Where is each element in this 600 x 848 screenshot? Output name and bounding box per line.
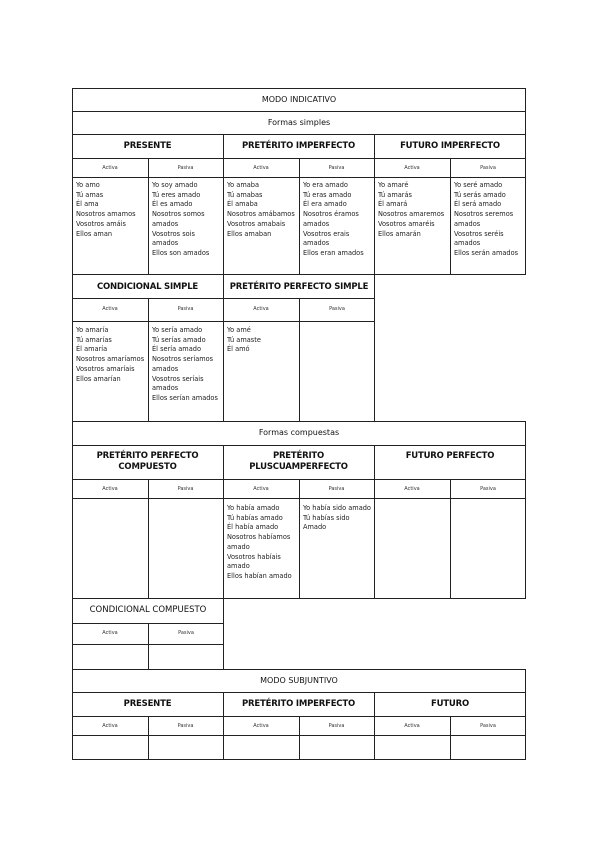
condicional-simple-activa-list <box>76 326 146 384</box>
conjugation-form: Vosotros amaréis <box>378 219 435 228</box>
preterito-perfecto-simple-activa-list <box>227 326 297 355</box>
conjugation-form: Él sería amado <box>152 345 201 354</box>
conjugation-form: Yo había amado <box>227 504 280 512</box>
formas-compuestas-title: Formas compuestas <box>258 428 340 437</box>
voice-label: Activa <box>102 165 118 171</box>
conjugation-form: Ellos son amados <box>152 248 210 257</box>
conjugation-form: Nosotros seríamos amados <box>152 355 214 373</box>
conjugation-form: Él amará <box>378 200 408 209</box>
conjugation-form: Él amaba <box>227 200 258 209</box>
conjugation-form: Yo sería amado <box>152 326 203 334</box>
voice-label: Activa <box>253 165 269 171</box>
conjugation-form: Nosotros seremos amados <box>454 210 514 228</box>
conjugation-form: Tú habías amado <box>227 513 283 522</box>
conjugation-form: Tú amarías <box>76 335 112 344</box>
conjugation-form: Yo amaba <box>227 181 260 189</box>
voice-label: Activa <box>102 630 118 636</box>
pluscuamperfecto-activa-list <box>227 504 298 582</box>
conjugation-form: Ellos aman <box>76 229 113 238</box>
voice-label: Pasiva <box>177 723 194 729</box>
voice-label: Activa <box>253 306 269 312</box>
subjuntivo-title: MODO SUBJUNTIVO <box>260 676 338 685</box>
conjugation-form: Nosotros amábamos <box>227 210 295 219</box>
conjugation-form: Vosotros seríais amados <box>152 374 204 393</box>
conjugation-sheet <box>72 88 526 760</box>
condicional-simple-pasiva-list <box>152 326 222 404</box>
pluscuamperfecto-pasiva-list <box>303 504 373 533</box>
conjugation-form: Yo seré amado <box>454 181 503 189</box>
conjugation-form: Ellos amarán <box>378 229 421 238</box>
voice-label: Activa <box>404 165 420 171</box>
presente-title: PRESENTE <box>123 141 172 151</box>
conjugation-form: Él amó <box>227 345 250 354</box>
conjugation-form: Ellos habían amado <box>227 571 292 580</box>
voice-label: Activa <box>102 723 118 729</box>
voice-label: Activa <box>102 486 118 492</box>
conjugation-form: Tú serías amado <box>152 335 206 344</box>
conjugation-form: Tú amaste <box>227 335 261 344</box>
voice-label: Activa <box>253 486 269 492</box>
conjugation-form: Tú amas <box>76 190 104 199</box>
formas-simples-title: Formas simples <box>267 118 331 127</box>
conjugation-form: Yo amaría <box>76 326 109 334</box>
voice-label: Pasiva <box>177 165 194 171</box>
conjugation-form: Vosotros amabais <box>227 219 286 228</box>
conjugation-form: Amado <box>303 523 327 532</box>
conjugation-form: Ellos amaban <box>227 229 272 238</box>
preterito-perfecto-simple-title: PRETÉRITO PERFECTO SIMPLE <box>229 282 369 292</box>
voice-label: Pasiva <box>328 165 345 171</box>
conjugation-form: Él había amado <box>227 523 279 532</box>
futuro-imperfecto-title: FUTURO IMPERFECTO <box>400 141 500 151</box>
subjuntivo-preterito-imperfecto-title: PRETÉRITO IMPERFECTO <box>242 699 355 709</box>
conjugation-form: Vosotros sois amados <box>152 229 195 248</box>
conjugation-form: Tú amabas <box>227 190 263 199</box>
conjugation-form: Tú serás amado <box>454 190 506 199</box>
conjugation-form: Nosotros amaremos <box>378 210 445 219</box>
voice-label: Pasiva <box>329 306 345 312</box>
voice-label: Pasiva <box>480 723 496 729</box>
preterito-imperfecto-activa-list <box>227 181 297 239</box>
conjugation-form: Yo amé <box>227 326 251 334</box>
presente-activa-list <box>76 181 146 239</box>
conjugation-form: Yo era amado <box>303 181 348 189</box>
conjugation-form: Nosotros amamos <box>76 210 136 219</box>
voice-label: Pasiva <box>178 630 194 636</box>
conjugation-form: Nosotros éramos amados <box>303 210 359 228</box>
conjugation-form: Yo amaré <box>378 181 409 189</box>
condicional-compuesto-title: CONDICIONAL COMPUESTO <box>89 605 207 615</box>
conjugation-form: Él era amado <box>303 200 347 209</box>
preterito-pluscuamperfecto-title: PRETÉRITO PLUSCUAMPERFECTO <box>249 451 348 472</box>
conjugation-form: Nosotros habíamos amado <box>227 533 291 551</box>
indicativo-title: MODO INDICATIVO <box>261 95 337 104</box>
futuro-imperfecto-activa-list <box>378 181 448 239</box>
conjugation-form: Vosotros amáis <box>76 219 126 228</box>
conjugation-form: Nosotros amaríamos <box>76 355 145 364</box>
futuro-perfecto-title: FUTURO PERFECTO <box>405 451 495 461</box>
preterito-imperfecto-pasiva-list <box>303 181 373 259</box>
voice-label: Activa <box>404 723 420 729</box>
conjugation-form: Tú habías sido <box>303 513 350 522</box>
conjugation-form: Ellos amarían <box>76 374 121 383</box>
conjugation-form: Tú amarás <box>378 190 412 199</box>
conjugation-form: Yo había sido amado <box>303 504 371 512</box>
voice-label: Activa <box>253 723 269 729</box>
conjugation-form: Él amaría <box>76 345 108 354</box>
conjugation-form: Él es amado <box>152 200 193 209</box>
conjugation-form: Él ama <box>76 200 99 209</box>
conjugation-form: Tú eras amado <box>303 190 352 199</box>
voice-label: Pasiva <box>328 486 345 492</box>
voice-label: Activa <box>404 486 420 492</box>
preterito-perfecto-compuesto-title: PRETÉRITO PERFECTO COMPUESTO <box>96 451 199 472</box>
conjugation-form: Tú eres amado <box>152 190 201 199</box>
condicional-simple-title: CONDICIONAL SIMPLE <box>96 282 199 292</box>
conjugation-form: Vosotros amaríais <box>76 364 135 373</box>
futuro-imperfecto-pasiva-list <box>454 181 524 259</box>
conjugation-form: Yo amo <box>76 181 100 189</box>
voice-label: Pasiva <box>328 723 345 729</box>
voice-label: Pasiva <box>480 486 496 492</box>
subjuntivo-presente-title: PRESENTE <box>123 699 172 709</box>
voice-label: Activa <box>102 306 118 312</box>
subjuntivo-futuro-title: FUTURO <box>431 699 469 709</box>
conjugation-form: Vosotros seréis amados <box>454 229 504 248</box>
voice-label: Pasiva <box>480 165 496 171</box>
conjugation-form: Él será amado <box>454 200 502 209</box>
conjugation-form: Ellos serán amados <box>454 248 519 257</box>
conjugation-form: Vosotros erais amados <box>303 229 350 248</box>
voice-label: Pasiva <box>177 486 194 492</box>
conjugation-form: Yo soy amado <box>152 181 198 189</box>
conjugation-form: Nosotros somos amados <box>152 210 205 228</box>
conjugation-form: Ellos serían amados <box>152 393 218 402</box>
conjugation-form: Vosotros habíais amado <box>227 552 281 571</box>
conjugation-form: Ellos eran amados <box>303 248 364 257</box>
voice-label: Pasiva <box>177 306 194 312</box>
preterito-imperfecto-title: PRETÉRITO IMPERFECTO <box>242 141 355 151</box>
presente-pasiva-list <box>152 181 222 259</box>
